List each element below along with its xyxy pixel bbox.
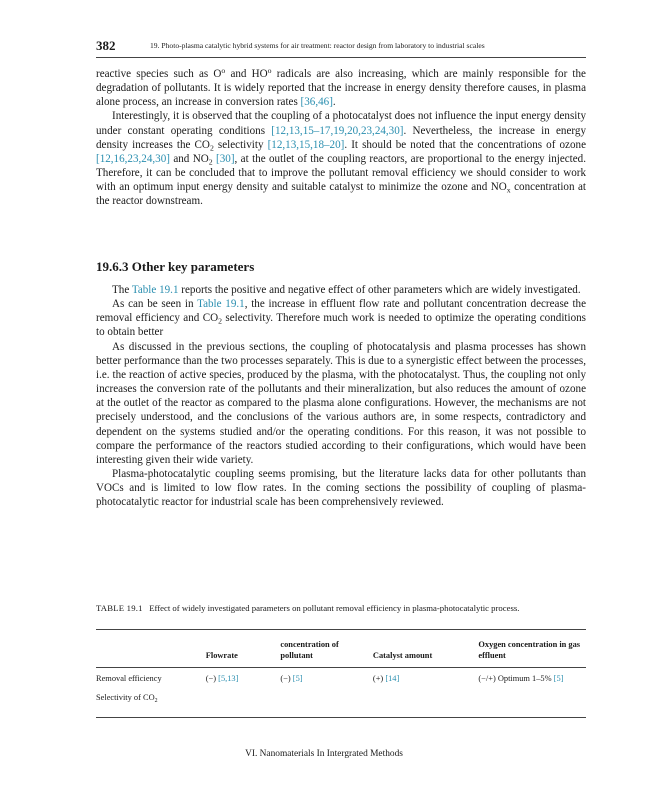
table-link[interactable]: Table 19.1 xyxy=(197,298,245,311)
section-paragraph-4: Plasma-photocatalytic coupling seems promising, but the literature lacks data for other pollutants than VOCs and is limited to low flow rates. In the coming sections the possibility of coupling of plasma-photocatalytic reactor for industrial scale has been comprehensively reviewed. xyxy=(96,468,586,509)
citation-link[interactable]: [12,13,15–17,19,20,23,24,30] xyxy=(271,124,404,137)
table-caption xyxy=(96,602,586,614)
section-text xyxy=(96,283,586,510)
section-paragraph-2: As can be seen in Table 19.1, the increase in effluent flow rate and pollutant concentration decrease the removal efficiency and $CO_2$ selectivity. Therefore much work is needed to optimize the operating conditions to obtain better xyxy=(96,298,586,339)
section-paragraph-1: The Table 19.1 reports the positive and negative effect of other parameters which are widely investigated. xyxy=(112,284,581,296)
row-label: Selectivity of $CO_2$ xyxy=(96,693,158,704)
cell-oxygen: (−/+) Optimum 1–5% [5] xyxy=(478,674,564,683)
cell-flowrate: (−) [5,13] xyxy=(205,674,239,683)
citation-link[interactable]: [12,16,23,24,30] xyxy=(96,152,170,165)
parameters-table xyxy=(96,636,586,706)
page-header xyxy=(96,38,586,54)
intro-text xyxy=(96,67,586,209)
intro-paragraph-2: Interestingly, it is observed that the coupling of a photocatalyst does not influence the input energy density under constant operating conditions [12,13,15–17,19,20,23,24,30]. Nevertheless, the increase in energy density increases the $CO_2$ selectivity [12,13,15,18–20]. It should be noted that the concentrations of ozone [12,16,23,24,30] and $NO_2$ [30], at the outlet of the coupling reactors, are proportional to the energy injected. Therefore, it can be concluded that to improve the pollutant removal efficiency we should consider to work with an optimum input energy density and suitable catalyst to minimize the ozone and $NO_x$ concentration at the reactor downstream. xyxy=(96,110,586,208)
header-empty xyxy=(96,636,202,668)
cell-concentration: (−) [5] xyxy=(280,674,303,683)
page-footer: VI. Nanomaterials In Intergrated Methods xyxy=(245,749,403,759)
cell-catalyst: (+) [14] xyxy=(372,674,400,683)
row-label: Removal efficiency xyxy=(96,674,162,683)
table-row xyxy=(96,668,586,688)
table-link[interactable]: Table 19.1 xyxy=(131,284,179,296)
citation-link[interactable]: [5,13] xyxy=(218,674,239,683)
header-oxygen: Oxygen concentration in gas effluent xyxy=(474,636,586,668)
citation-link[interactable]: [36,46] xyxy=(300,96,333,109)
section-paragraph-3: As discussed in the previous sections, the coupling of photocatalysis and plasma processes has shown better performance than the two processes separately. This is due to a synergistic effect between the processes, i.e. the reaction of active species, produced by the plasma, with the photocatalyst. Thus, the coupling not only increases the conversion rate of the pollutants and their mineralization, but also reduces the amount of ozone at the outlet of the reactor as compared to the plasma alone configurations. However, the mechanisms are not precisely understood, and the conclusions of the various authors are, in some respects, contradictory and dependent on the systems studied and/or the operating conditions. For this reason, it was not possible to compare the performance of the reactors studied according to their configurations, which would have been interesting given their wide variety. xyxy=(96,340,586,466)
table-header-row xyxy=(96,636,586,668)
table-bottom-rule xyxy=(96,717,586,718)
citation-link[interactable]: [14] xyxy=(385,674,400,683)
citation-link[interactable]: [5] xyxy=(292,674,303,683)
page-number: 382 xyxy=(96,38,116,53)
citation-link[interactable]: [30] xyxy=(216,152,235,165)
section-heading: 19.6.3 Other key parameters xyxy=(96,259,255,274)
header-flowrate: Flowrate xyxy=(202,636,277,668)
header-concentration: concentration of pollutant xyxy=(276,636,369,668)
citation-link[interactable]: [5] xyxy=(553,674,564,683)
table-caption-text: Effect of widely investigated parameters on pollutant removal efficiency in plasma-photocatalytic process. xyxy=(149,603,520,613)
header-catalyst: Catalyst amount xyxy=(369,636,474,668)
citation-link[interactable]: [12,13,15,18–20] xyxy=(267,138,345,151)
running-title: 19. Photo-plasma catalytic hybrid systems for air treatment: reactor design from laboratory to industrial scales xyxy=(150,41,485,50)
table-row xyxy=(96,687,586,706)
intro-paragraph-1: reactive species such as $O^o$ and $HO^o$ radicals are also increasing, which are mainly responsible for the degradation of pollutants. It is widely reported that the increase in energy density therefore causes, in plasma alone process, an increase in conversion rates [36,46]. xyxy=(96,66,586,109)
table-top-rule xyxy=(96,629,586,630)
table-label: TABLE 19.1 xyxy=(96,603,143,613)
header-rule xyxy=(96,57,586,58)
